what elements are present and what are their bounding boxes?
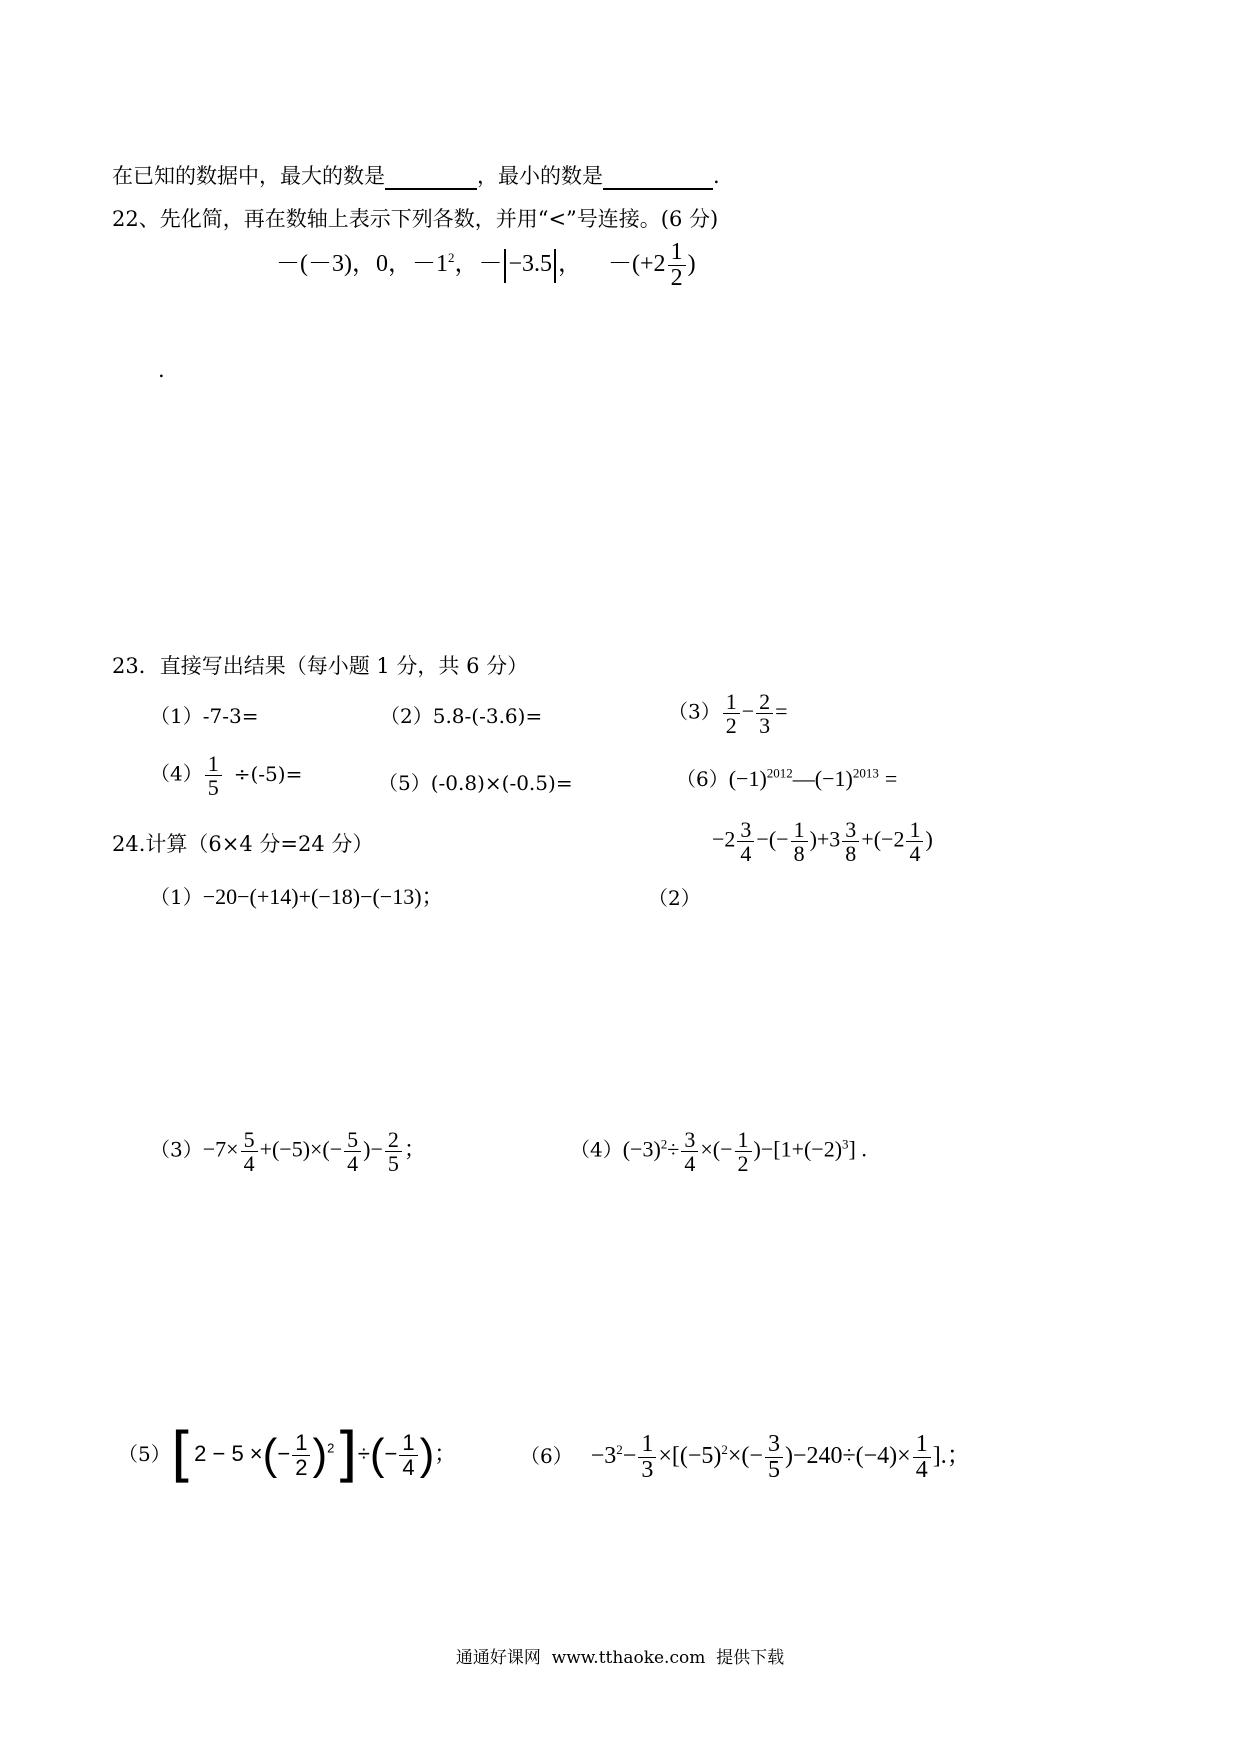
- q24-part-4: $(4)(-3)^2\div$ $\frac{3}{4}$ ×(− $\frac{1}{2}$ )$-[1+(-2)^3]$ .: [570, 1127, 867, 1177]
- q24-title: 24.计算（6×4 分=24 分）: [112, 832, 374, 856]
- fraction: $\frac{1}{2}$: [668, 240, 686, 291]
- q24-part-1: （1）−20−(+14)+(−18)−(−13)；: [150, 884, 444, 909]
- q24-part-2-label: （2）: [648, 886, 701, 910]
- q22-title: 22、先化简，再在数轴上表示下列各数，并用“<”号连接。(6 分): [112, 207, 719, 231]
- q24-part-5: （5）[2 − 5 ×(− $\frac{1}{2}$ )$^2$]÷(− $\frac{1}{4}$ )；: [118, 1420, 457, 1490]
- q21-line: 在已知的数据中，最大的数是 ，最小的数是 .: [112, 164, 720, 188]
- q23-part-6: $(6)(-1)^{2012}—(-1)^{2013}$ =: [676, 765, 898, 791]
- q23-title: 23．直接写出结果（每小题 1 分，共 6 分）: [112, 654, 529, 678]
- q24-part-3: （3）−7× $\frac{5}{4}$ +(−5)×(− $\frac{5}{4}$ )− $\frac{2}{5}$ ；: [150, 1127, 426, 1177]
- q24-part-2-expression: −2 $\frac{3}{4}$ −(− $\frac{1}{8}$ )+3 $\frac{3}{8}$ +(−2 $\frac{1}{4}$ ): [712, 817, 933, 867]
- q23-part-1: （1）-7-3=: [150, 704, 259, 728]
- page-footer: 通通好课网 www.tthaoke.com 提供下载: [455, 1648, 785, 1668]
- q22-expression: －(－3)，0，$-1^2$，－ −3.5 ， －(+2 $\frac{1}{2}$ ): [276, 239, 696, 292]
- q23-part-5: （5）(-0.8)×(-0.5)=: [378, 771, 573, 795]
- q23-part-3: （3） $\frac{1}{2}$ − $\frac{2}{3}$ =: [668, 689, 788, 739]
- q23-part-4: （4） $\frac{1}{5}$ ÷(-5)=: [150, 751, 303, 801]
- stray-dot: .: [158, 358, 165, 382]
- abs-bar-left: [504, 249, 506, 283]
- q23-part-2: （2）5.8-(-3.6)=: [380, 704, 543, 728]
- answer-blank-max[interactable]: [385, 166, 477, 190]
- answer-blank-min[interactable]: [603, 166, 713, 190]
- abs-bar-right: [554, 249, 556, 283]
- q24-part-6: $(6) -3^2-$ $\frac{1}{3}$ $\times[(-5)^2\times(-$ $\frac{3}{5}$ )−240÷(−4)× $\frac{1}{4}$ ].；: [520, 1431, 971, 1484]
